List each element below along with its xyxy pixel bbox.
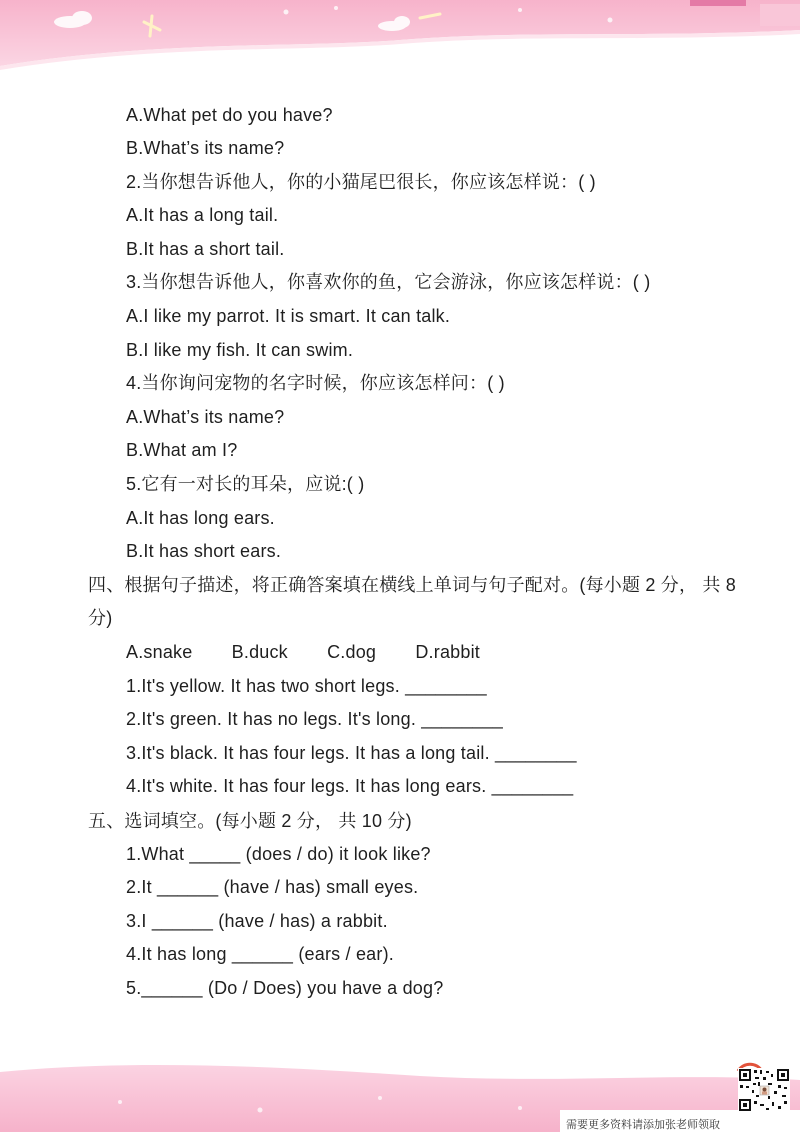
question-text: B.It has short ears.: [126, 541, 282, 561]
choice-option: A.snake: [126, 642, 193, 662]
section-5-item: 2.It ______ (have / has) small eyes.: [126, 877, 419, 897]
footer-note: 需要更多资料请添加张老师领取: [566, 1118, 720, 1131]
section-4-item: 4.It's white. It has four legs. It has long ears. ________: [126, 776, 574, 796]
question-text: B.What’s its name?: [126, 138, 285, 158]
question-text: B.What am I?: [126, 440, 238, 460]
section-4-item: 1.It's yellow. It has two short legs. ________: [126, 676, 487, 696]
qr-code-icon: [738, 1068, 790, 1112]
section-4-item: 2.It's green. It has no legs. It's long. ________: [126, 709, 503, 729]
question-text: 2.当你想告诉他人，你的小猫尾巴很长，你应该怎样说：( ): [126, 172, 596, 192]
section-5-item: 3.I ______ (have / has) a rabbit.: [126, 911, 388, 931]
section-4-heading: 四、根据句子描述，将正确答案填在横线上单词与句子配对。(每小题 2 分， 共 8 分): [88, 575, 737, 628]
section-4-item: 3.It's black. It has four legs. It has a long tail. ________: [126, 743, 577, 763]
section-5-item: 1.What _____ (does / do) it look like?: [126, 844, 431, 864]
question-text: A.It has long ears.: [126, 508, 275, 528]
question-text: 4.当你询问宠物的名字时候，你应该怎样问：( ): [126, 373, 505, 393]
question-text: B.It has a short tail.: [126, 239, 285, 259]
choice-option: C.dog: [327, 642, 377, 662]
question-text: B.I like my fish. It can swim.: [126, 340, 354, 360]
section-5-heading: 五、选词填空。(每小题 2 分， 共 10 分): [88, 811, 412, 831]
question-text: 3.当你想告诉他人，你喜欢你的鱼，它会游泳，你应该怎样说：( ): [126, 272, 651, 292]
choice-option: B.duck: [231, 642, 288, 662]
qr-code: [738, 1068, 790, 1112]
question-text: 5.它有一对长的耳朵，应说:( ): [126, 474, 365, 494]
question-text: A.What’s its name?: [126, 407, 285, 427]
section-4-choices: [126, 641, 514, 663]
question-text: A.I like my parrot. It is smart. It can talk.: [126, 306, 451, 326]
question-text: A.What pet do you have?: [126, 105, 333, 125]
question-text: A.It has a long tail.: [126, 205, 279, 225]
choice-option: D.rabbit: [415, 642, 480, 662]
section-5-item: 5.______ (Do / Does) you have a dog?: [126, 978, 444, 998]
section-5-item: 4.It has long ______ (ears / ear).: [126, 944, 394, 964]
